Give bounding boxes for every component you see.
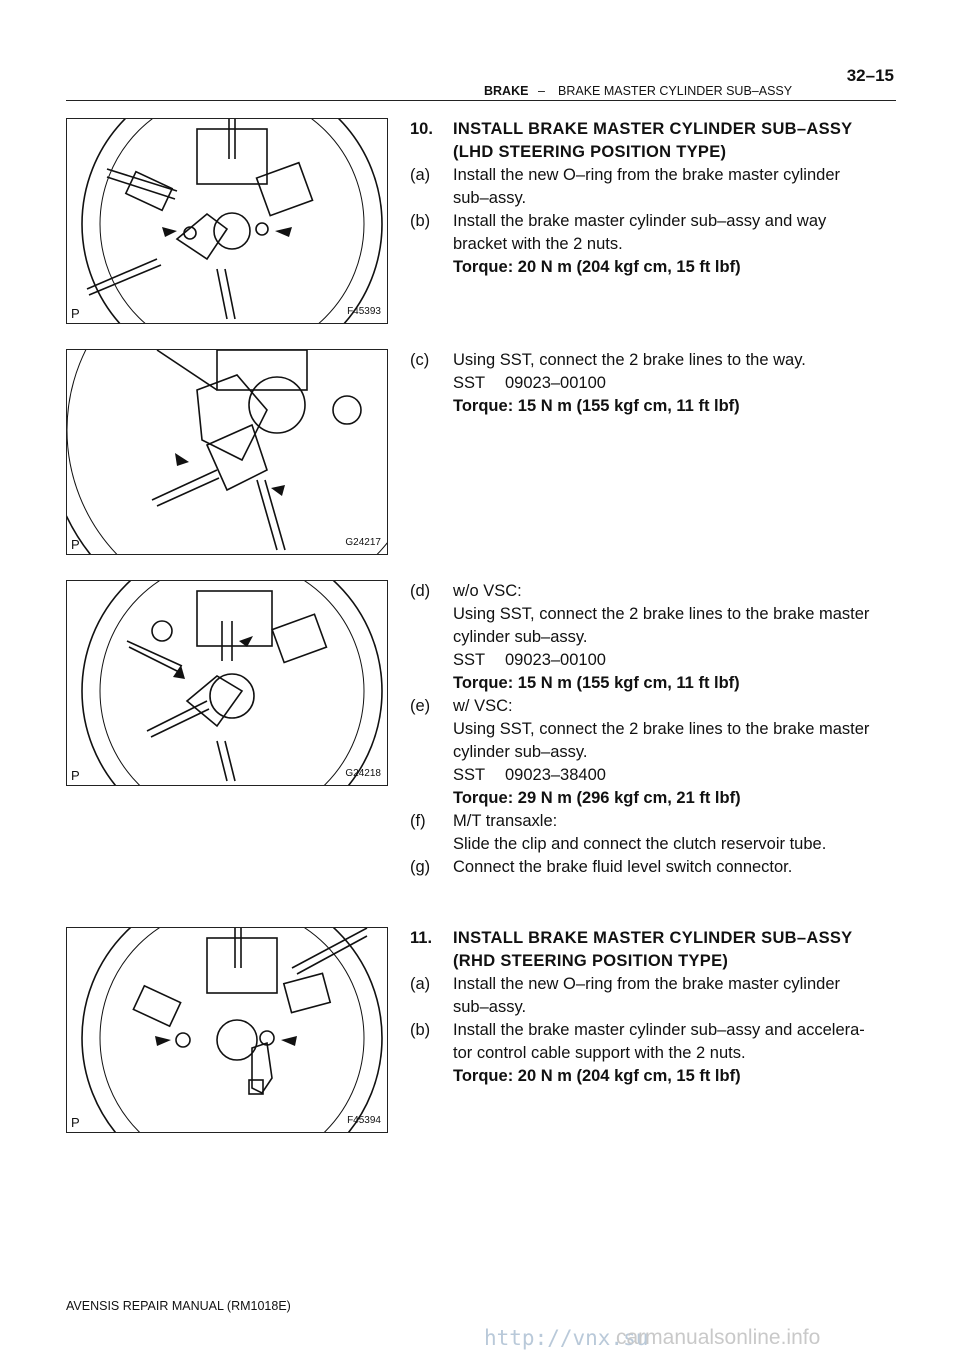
sst-number: 09023–38400: [505, 766, 606, 784]
page-header: [66, 62, 896, 102]
step-10-b: [410, 210, 896, 279]
step-11-block: [410, 927, 896, 1088]
step-10-heading: [410, 118, 896, 164]
watermark-url-link[interactable]: http://vnx.su: [484, 1326, 649, 1350]
item-condition: M/T transaxle:: [453, 812, 558, 830]
item-text: sub–assy.: [453, 189, 527, 207]
item-condition: w/o VSC:: [453, 582, 522, 600]
step-10-block: [410, 118, 896, 279]
step-10-d-g-block: [410, 580, 896, 879]
illustration-lhd-master-cylinder: [67, 119, 388, 324]
figure-code: G24217: [345, 537, 381, 548]
item-label: (c): [410, 351, 430, 369]
figure-g24218: [66, 580, 388, 786]
item-text: Using SST, connect the 2 brake lines to the brake master: [453, 605, 870, 623]
item-text: tor control cable support with the 2 nuts.: [453, 1044, 746, 1062]
step-10-g: [410, 856, 896, 879]
item-label: (e): [410, 697, 431, 715]
header-rule: [66, 100, 896, 101]
watermark-site: carmanualsonline.info: [616, 1326, 821, 1349]
figure-f45393: [66, 118, 388, 324]
figure-p-mark: P: [71, 537, 80, 552]
item-text: Using SST, connect the 2 brake lines to the brake master: [453, 720, 870, 738]
item-text: Install the brake master cylinder sub–assy and way: [453, 212, 827, 230]
item-label: (f): [410, 812, 426, 830]
item-label: (b): [410, 1021, 431, 1039]
item-text: bracket with the 2 nuts.: [453, 235, 623, 253]
item-condition: w/ VSC:: [453, 697, 513, 715]
item-text: Connect the brake fluid level switch connector.: [453, 858, 793, 876]
item-text: cylinder sub–assy.: [453, 743, 588, 761]
item-label: (a): [410, 975, 431, 993]
step-10-f: [410, 810, 896, 856]
step-number: 10.: [410, 120, 433, 138]
figure-p-mark: P: [71, 768, 80, 783]
step-title-sub: (LHD STEERING POSITION TYPE): [453, 143, 727, 161]
sst-number: 09023–00100: [505, 651, 606, 669]
figure-p-mark: P: [71, 306, 80, 321]
torque-spec: Torque: 20 N m (204 kgf cm, 15 ft lbf): [453, 258, 741, 276]
item-label: (g): [410, 858, 431, 876]
step-title: INSTALL BRAKE MASTER CYLINDER SUB–ASSY: [453, 120, 853, 138]
sst-number: 09023–00100: [505, 374, 606, 392]
step-title: INSTALL BRAKE MASTER CYLINDER SUB–ASSY: [453, 929, 853, 947]
page-footer: AVENSIS REPAIR MANUAL (RM1018E): [66, 1299, 291, 1313]
step-title-sub: (RHD STEERING POSITION TYPE): [453, 952, 729, 970]
section-title: BRAKE: [484, 84, 529, 98]
item-label: (a): [410, 166, 431, 184]
step-10-e: [410, 695, 896, 810]
figure-p-mark: P: [71, 1115, 80, 1130]
sst-line: [453, 649, 896, 672]
page-number: 32–15: [846, 66, 894, 85]
sst-label: SST: [453, 651, 486, 669]
item-text: Using SST, connect the 2 brake lines to the way.: [453, 351, 806, 369]
sst-label: SST: [453, 766, 486, 784]
section-subtitle: BRAKE MASTER CYLINDER SUB–ASSY: [558, 84, 793, 98]
figure-code: G24218: [345, 768, 381, 779]
item-text: Install the brake master cylinder sub–assy and accelera-: [453, 1021, 865, 1039]
torque-spec: Torque: 29 N m (296 kgf cm, 21 ft lbf): [453, 789, 741, 807]
torque-spec: Torque: 20 N m (204 kgf cm, 15 ft lbf): [453, 1067, 741, 1085]
item-label: (d): [410, 582, 431, 600]
figure-f45394: [66, 927, 388, 1133]
item-text: cylinder sub–assy.: [453, 628, 588, 646]
item-text: Install the new O–ring from the brake master cylinder: [453, 975, 841, 993]
step-11-b: [410, 1019, 896, 1088]
torque-spec: Torque: 15 N m (155 kgf cm, 11 ft lbf): [453, 674, 740, 692]
step-10-c-block: [410, 349, 896, 418]
torque-spec: Torque: 15 N m (155 kgf cm, 11 ft lbf): [453, 397, 740, 415]
step-10-c: [410, 349, 896, 418]
illustration-brake-lines-way: [67, 350, 388, 555]
sst-label: SST: [453, 374, 486, 392]
figure-g24217: [66, 349, 388, 555]
figure-code: F45393: [347, 306, 381, 317]
step-10-d: [410, 580, 896, 695]
step-number: 11.: [410, 929, 433, 947]
item-text: sub–assy.: [453, 998, 527, 1016]
illustration-rhd-master-cylinder: [67, 928, 388, 1133]
step-10-a: [410, 164, 896, 210]
sst-line: [453, 372, 896, 395]
step-11-heading: [410, 927, 896, 973]
step-11-a: [410, 973, 896, 1019]
sst-line: [453, 764, 896, 787]
header-dash: –: [538, 84, 545, 98]
item-label: (b): [410, 212, 431, 230]
illustration-brake-lines-master: [67, 581, 388, 786]
figure-code: F45394: [347, 1115, 381, 1126]
item-text: Slide the clip and connect the clutch reservoir tube.: [453, 835, 827, 853]
item-text: Install the new O–ring from the brake master cylinder: [453, 166, 841, 184]
